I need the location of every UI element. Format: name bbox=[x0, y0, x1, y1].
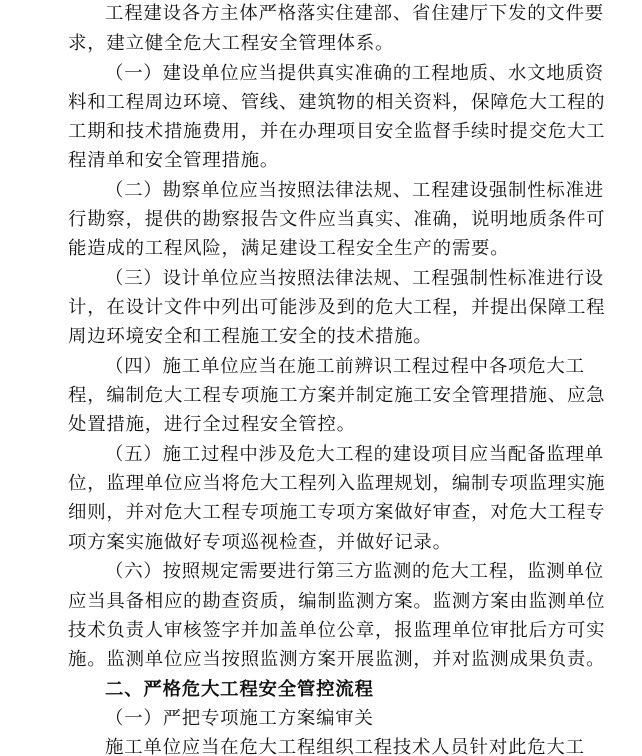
paragraph-1-line-4: 程清单和安全管理措施。 bbox=[68, 150, 280, 171]
paragraph-2-line-1: （二）勘察单位应当按照法律法规、工程建设强制性标准进 bbox=[105, 180, 604, 201]
paragraph-2-line-2: 行勘察，提供的勘察报告文件应当真实、准确，说明地质条件可 bbox=[68, 209, 606, 230]
paragraph-5-line-2: 位，监理单位应当将危大工程列入监理规划，编制专项监理实施 bbox=[68, 473, 606, 494]
paragraph-1-line-1: （一）建设单位应当提供真实准确的工程地质、水文地质资 bbox=[105, 63, 604, 84]
paragraph-6-line-4: 施。监测单位应当按照监测方案开展监测，并对监测成果负责。 bbox=[68, 649, 606, 670]
paragraph-4-line-1: （四）施工单位应当在施工前辨识工程过程中各项危大工 bbox=[105, 356, 585, 377]
paragraph-5-line-4: 项方案实施做好专项巡视检查，并做好记录。 bbox=[68, 532, 452, 553]
paragraph-1-line-3: 工期和技术措施费用，并在办理项目安全监督手续时提交危大工 bbox=[68, 121, 606, 142]
paragraph-7-line-1: 施工单位应当在危大工程组织工程技术人员针对此危大工 bbox=[105, 737, 585, 756]
paragraph-6-line-2: 应当具备相应的勘查资质，编制监测方案。监测方案由监测单位 bbox=[68, 591, 606, 612]
section-heading: 二、严格危大工程安全管控流程 bbox=[105, 679, 374, 700]
paragraph-intro-line-2: 求，建立健全危大工程安全管理体系。 bbox=[68, 33, 395, 54]
paragraph-3-line-3: 周边环境安全和工程施工安全的技术措施。 bbox=[68, 326, 433, 347]
subsection-heading: （一）严把专项施工方案编审关 bbox=[105, 708, 374, 729]
paragraph-3-line-2: 计，在设计文件中列出可能涉及到的危大工程，并提出保障工程 bbox=[68, 297, 606, 318]
paragraph-6-line-1: （六）按照规定需要进行第三方监测的危大工程，监测单位 bbox=[105, 561, 604, 582]
paragraph-3-line-1: （三）设计单位应当按照法律法规、工程强制性标准进行设 bbox=[105, 268, 604, 289]
paragraph-1-line-2: 料和工程周边环境、管线、建筑物的相关资料，保障危大工程的 bbox=[68, 92, 606, 113]
paragraph-6-line-3: 技术负责人审核签字并加盖单位公章，报监理单位审批后方可实 bbox=[68, 620, 606, 641]
paragraph-4-line-2: 程，编制危大工程专项施工方案并制定施工安全管理措施、应急 bbox=[68, 385, 606, 406]
paragraph-5-line-3: 细则，并对危大工程专项施工专项方案做好审查，对危大工程专 bbox=[68, 502, 606, 523]
paragraph-2-line-3: 能造成的工程风险，满足建设工程安全生产的需要。 bbox=[68, 238, 510, 259]
paragraph-5-line-1: （五）施工过程中涉及危大工程的建设项目应当配备监理单 bbox=[105, 444, 604, 465]
paragraph-4-line-3: 处置措施，进行全过程安全管控。 bbox=[68, 414, 356, 435]
paragraph-intro-line-1: 工程建设各方主体严格落实住建部、省住建厅下发的文件要 bbox=[105, 3, 604, 24]
